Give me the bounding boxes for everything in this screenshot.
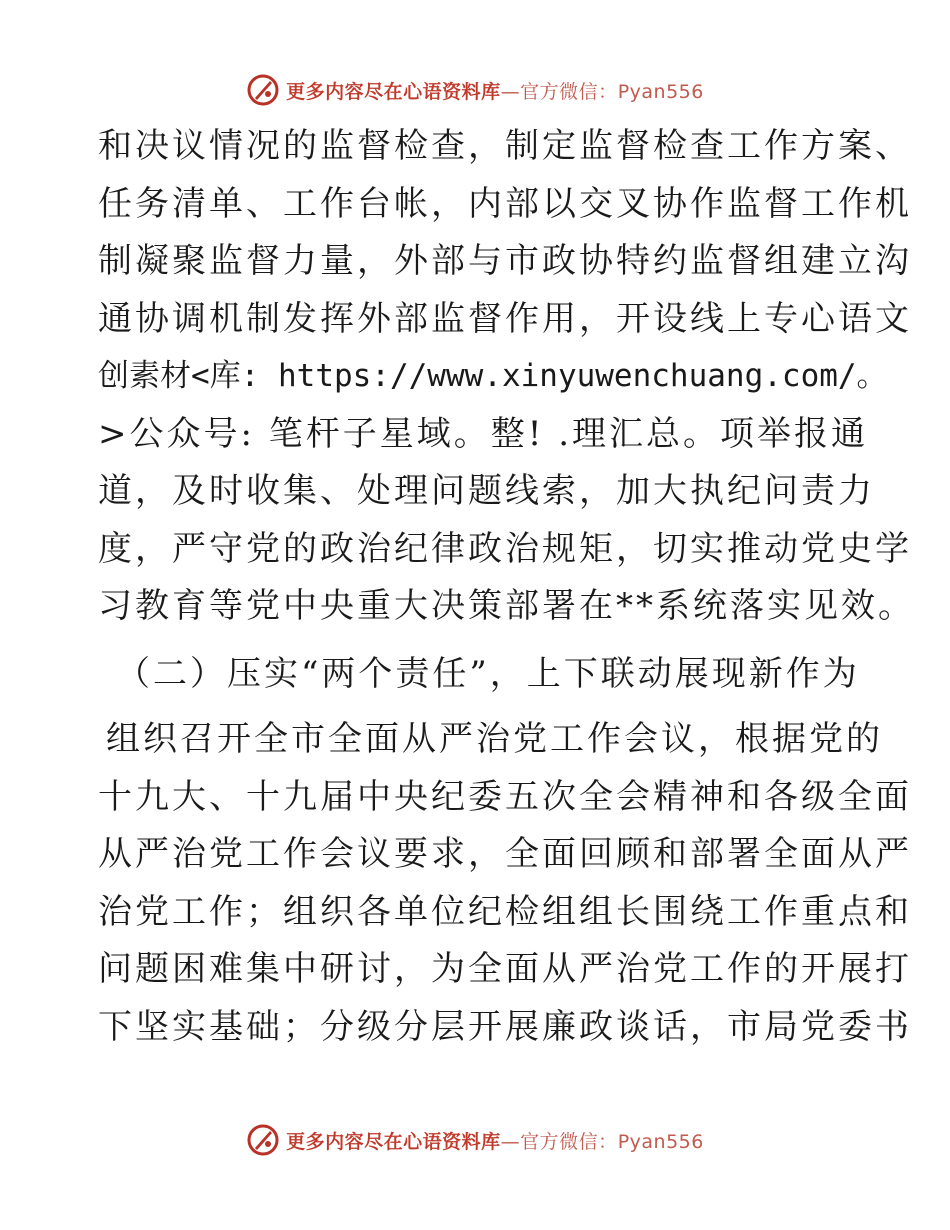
text-line: 从严治党工作会议要求，全面回顾和部署全面从严 xyxy=(98,834,912,874)
text-line: 通协调机制发挥外部监督作用，开设线上专心语文 xyxy=(98,298,912,339)
quill-pen-logo-icon xyxy=(246,1123,280,1157)
section-heading: （二）压实“两个责任”，上下联动展现新作为 xyxy=(116,653,860,694)
text-line: >公众号: 笔杆子星域。整! .理汇总。项举报通 xyxy=(98,413,869,454)
text-line: 习教育等党中央重大决策部署在**系统落实见效。 xyxy=(98,586,915,626)
header-banner xyxy=(0,72,950,108)
text-line: 下坚实基础；分级分层开展廉政谈话，市局党委书 xyxy=(98,1006,912,1047)
text-line: 治党工作；组织各单位纪检组组长围绕工作重点和 xyxy=(98,891,912,932)
text-line: 道，及时收集、处理问题线索，加大执纪问责力 xyxy=(98,471,875,511)
text-line: 和决议情况的监督检查，制定监督检查工作方案、 xyxy=(98,126,912,166)
banner-text: 更多内容尽在心语资料库—官方微信：Pyan556 xyxy=(286,80,704,103)
text-line: 任务清单、工作台帐，内部以交叉协作监督工作机 xyxy=(98,183,912,224)
footer-banner xyxy=(0,1122,950,1158)
paragraph-1 xyxy=(98,118,915,636)
quill-pen-logo-icon xyxy=(246,73,280,107)
text-line: 组织召开全市全面从严治党工作会议，根据党的 xyxy=(106,719,883,759)
text-line: 制凝聚监督力量，外部与市政协特约监督组建立沟 xyxy=(98,241,912,281)
text-line: 十九大、十九届中央纪委五次全会精神和各级全面 xyxy=(98,776,912,817)
banner-text: 更多内容尽在心语资料库—官方微信：Pyan556 xyxy=(286,1130,704,1153)
text-line: 问题困难集中研讨，为全面从严治党工作的开展打 xyxy=(98,949,912,989)
text-line-url: 创素材<库: https://www.xinyuwenchuang.com/。 xyxy=(98,358,888,394)
document-body xyxy=(98,118,915,1056)
text-line: 度，严守党的政治纪律政治规矩，切实推动党史学 xyxy=(98,528,912,569)
paragraph-2 xyxy=(98,711,912,1056)
